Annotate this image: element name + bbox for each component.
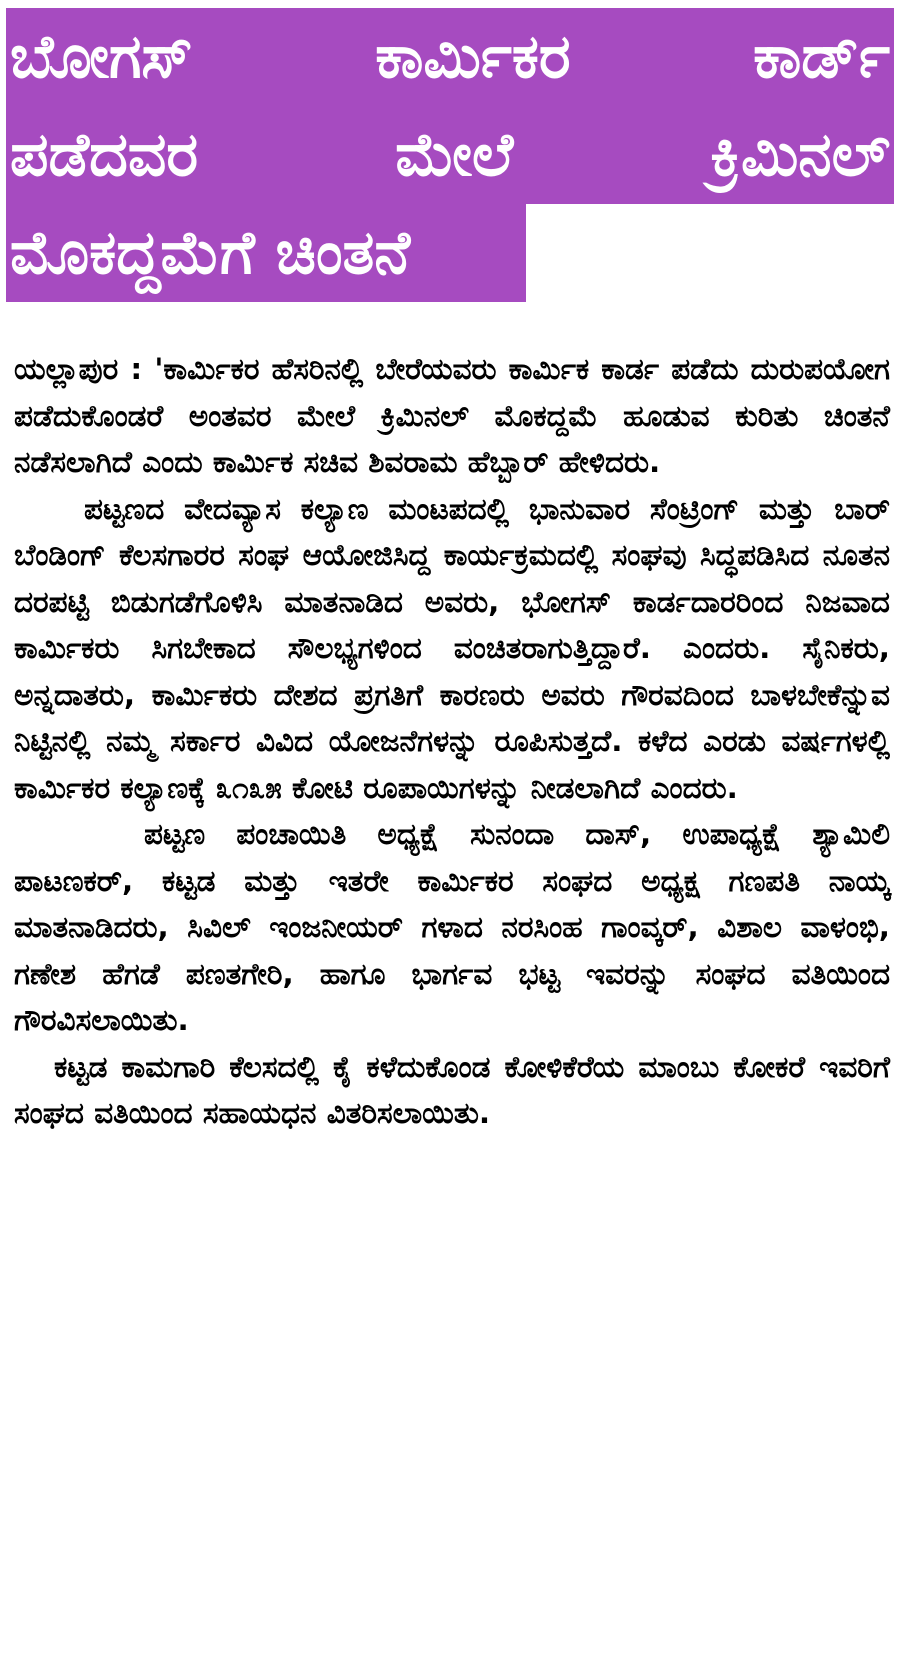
headline bbox=[6, 8, 894, 302]
headline-line-1: ಬೋಗಸ್ ಕಾರ್ಮಿಕರ ಕಾರ್ಡ್ bbox=[6, 8, 894, 106]
article-body bbox=[14, 346, 890, 1137]
paragraph-event: ಪಟ್ಟಣದ ವೇದವ್ಯಾಸ ಕಲ್ಯಾಣ ಮಂಟಪದಲ್ಲಿ ಭಾನುವಾರ ಸೆಂಟ್ರಿಂಗ್ ಮತ್ತು ಬಾರ್ ಬೆಂಡಿಂಗ್ ಕೆಲಸಗಾರರ ಸಂಘ ಆಯೋಜಿಸಿದ್ದ ಕಾರ್ಯಕ್ರಮದಲ್ಲಿ ಸಂಘವು ಸಿದ್ಧಪಡಿಸಿದ ನೂತನ ದರಪಟ್ಟಿ ಬಿಡುಗಡೆಗೊಳಿಸಿ ಮಾತನಾಡಿದ ಅವರು, ಭೋಗಸ್ ಕಾರ್ಡದಾರರಿಂದ ನಿಜವಾದ ಕಾರ್ಮಿಕರು ಸಿಗಬೇಕಾದ ಸೌಲಭ್ಯಗಳಿಂದ ವಂಚಿತರಾಗುತ್ತಿದ್ದಾರೆ. ಎಂದರು. ಸೈನಿಕರು, ಅನ್ನದಾತರು, ಕಾರ್ಮಿಕರು ದೇಶದ ಪ್ರಗತಿಗೆ ಕಾರಣರು ಅವರು ಗೌರವದಿಂದ ಬಾಳಬೇಕೆನ್ನುವ ನಿಟ್ಟಿನಲ್ಲಿ ನಮ್ಮ ಸರ್ಕಾರ ವಿವಿದ ಯೋಜನೆಗಳನ್ನು ರೂಪಿಸುತ್ತದೆ. ಕಳೆದ ಎರಡು ವರ್ಷಗಳಲ್ಲಿ ಕಾರ್ಮಿಕರ ಕಲ್ಯಾಣಕ್ಕೆ ೩೧೩೫ ಕೋಟಿ ರೂಪಾಯಿಗಳನ್ನು ನೀಡಲಾಗಿದೆ ಎಂದರು. bbox=[14, 491, 890, 805]
headline-line-3: ಮೊಕದ್ದಮೆಗೆ ಚಿಂತನೆ bbox=[6, 204, 526, 302]
headline-line-2: ಪಡೆದವರ ಮೇಲೆ ಕ್ರಿಮಿನಲ್ bbox=[6, 106, 894, 204]
paragraph-aid: ಕಟ್ಟಡ ಕಾಮಗಾರಿ ಕೆಲಸದಲ್ಲಿ ಕೈ ಕಳೆದುಕೊಂಡ ಕೋಳಿಕೆರೆಯ ಮಾಂಬು ಕೋಕರೆ ಇವರಿಗೆ ಸಂಘದ ವತಿಯಿಂದ ಸಹಾಯಧನ ವಿತರಿಸಲಾಯಿತು. bbox=[14, 1049, 890, 1130]
paragraph-felicitation: ಪಟ್ಟಣ ಪಂಚಾಯಿತಿ ಅಧ್ಯಕ್ಷೆ ಸುನಂದಾ ದಾಸ್, ಉಪಾಧ್ಯಕ್ಷೆ ಶ್ಯಾಮಿಲಿ ಪಾಟಣಕರ್, ಕಟ್ಟಡ ಮತ್ತು ಇತರೇ ಕಾರ್ಮಿಕರ ಸಂಘದ ಅಧ್ಯಕ್ಷ ಗಣಪತಿ ನಾಯ್ಕ ಮಾತನಾಡಿದರು, ಸಿವಿಲ್ ಇಂಜನೀಯರ್ ಗಳಾದ ನರಸಿಂಹ ಗಾಂವ್ಕರ್, ವಿಶಾಲ ವಾಳಂಭಿ, ಗಣೇಶ ಹೆಗಡೆ ಪಣತಗೇರಿ, ಹಾಗೂ ಭಾರ್ಗವ ಭಟ್ಟ ಇವರನ್ನು ಸಂಘದ ವತಿಯಿಂದ ಗೌರವಿಸಲಾಯಿತು. bbox=[14, 817, 890, 1037]
paragraph-intro: ಯಲ್ಲಾಪುರ : 'ಕಾರ್ಮಿಕರ ಹೆಸರಿನಲ್ಲಿ ಬೇರೆಯವರು ಕಾರ್ಮಿಕ ಕಾರ್ಡ ಪಡೆದು ದುರುಪಯೋಗ ಪಡೆದುಕೊಂಡರೆ ಅಂತವರ ಮೇಲೆ ಕ್ರಿಮಿನಲ್ ಮೊಕದ್ದಮೆ ಹೂಡುವ ಕುರಿತು ಚಿಂತನೆ ನಡೆಸಲಾಗಿದೆ ಎಂದು ಕಾರ್ಮಿಕ ಸಚಿವ ಶಿವರಾಮ ಹೆಬ್ಬಾರ್ ಹೇಳಿದರು. bbox=[14, 352, 890, 479]
